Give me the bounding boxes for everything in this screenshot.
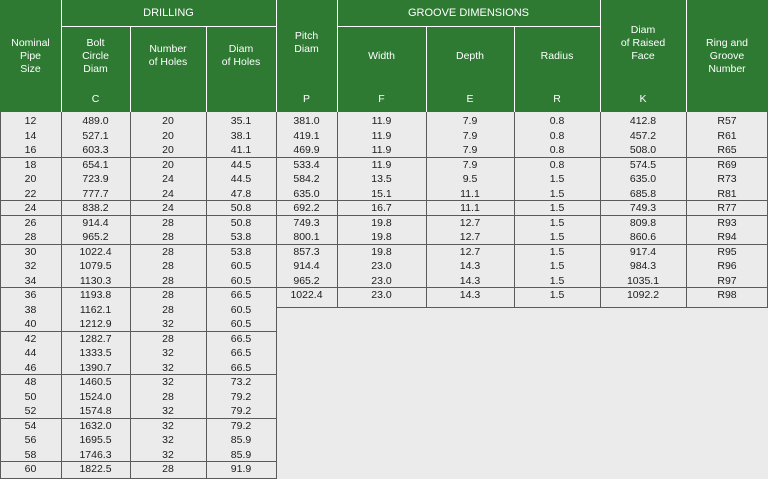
- table-cell: 28: [162, 303, 174, 316]
- table-cell: 16: [24, 144, 37, 156]
- table-cell: 32: [162, 376, 174, 388]
- table-cell: 22: [24, 187, 37, 200]
- header-nominal-pipe-size: [0, 0, 61, 112]
- table-cell: 7.9: [462, 144, 478, 156]
- table-cell: 66.5: [230, 289, 252, 301]
- row-divider: [276, 287, 768, 288]
- header-divider: [337, 26, 600, 27]
- table-cell: 14.3: [459, 289, 481, 301]
- table-cell: 32: [24, 260, 37, 272]
- header-divider: [426, 26, 427, 112]
- row-divider: [276, 157, 768, 158]
- column-divider: [0, 112, 1, 479]
- header-bolt-circle-diam: [61, 26, 130, 86]
- table-cell: 20: [162, 129, 174, 142]
- column-divider: [426, 112, 427, 307]
- table-cell: 34: [24, 274, 37, 287]
- table-cell: 965.2: [82, 231, 109, 243]
- row-divider: [0, 331, 276, 332]
- table-cell: 1390.7: [79, 361, 112, 374]
- header-width: [337, 26, 426, 86]
- table-cell: 30: [24, 245, 37, 258]
- table-cell: 60.5: [230, 274, 252, 287]
- table-cell: 1.5: [549, 289, 565, 301]
- header-sym-e: [426, 86, 514, 112]
- table-cell: 692.2: [293, 202, 320, 214]
- table-cell: 11.9: [371, 158, 392, 171]
- table-cell: R94: [717, 231, 737, 243]
- table-cell: 23.0: [371, 260, 392, 272]
- table-cell: 1022.4: [79, 245, 112, 258]
- table-cell: R77: [717, 202, 737, 214]
- table-cell: 32: [162, 347, 174, 359]
- column-divider: [686, 112, 687, 307]
- header-pitch-diam: [276, 0, 337, 86]
- table-cell: 860.6: [629, 231, 657, 243]
- table-cell: 48: [24, 376, 37, 388]
- column-divider: [61, 112, 62, 479]
- table-cell: 1695.5: [79, 434, 112, 446]
- header-label: Bolt Circle Diam: [82, 36, 109, 75]
- header-sym-c: [61, 86, 130, 112]
- header-divider: [206, 26, 207, 112]
- table-cell: 800.1: [293, 231, 320, 243]
- table-cell: 41.1: [230, 144, 252, 156]
- table-cell: 914.4: [82, 216, 109, 229]
- column-divider: [276, 112, 277, 479]
- table-cell: 723.9: [82, 173, 109, 185]
- table-cell: 584.2: [293, 173, 320, 185]
- table-cell: 28: [162, 216, 174, 229]
- row-divider: [0, 215, 276, 216]
- table-cell: 685.8: [629, 187, 657, 200]
- table-cell: 749.3: [629, 202, 657, 214]
- table-cell: 1079.5: [79, 260, 112, 272]
- table-cell: 1130.3: [79, 274, 112, 287]
- column-divider: [206, 112, 207, 479]
- table-cell: 44.5: [230, 158, 252, 171]
- table-cell: 1.5: [549, 245, 565, 258]
- table-cell: 50.8: [230, 202, 252, 214]
- row-divider: [0, 244, 276, 245]
- row-divider: [0, 374, 276, 375]
- header-label: Width: [368, 49, 395, 62]
- header-sym-r: [514, 86, 600, 112]
- table-cell: 1035.1: [626, 274, 660, 287]
- table-cell: 28: [162, 231, 174, 243]
- table-cell: 7.9: [462, 129, 478, 142]
- row-divider: [276, 307, 768, 308]
- table-cell: 14.3: [459, 260, 481, 272]
- table-cell: R69: [717, 158, 737, 171]
- header-divider: [130, 26, 131, 112]
- table-cell: 66.5: [230, 361, 252, 374]
- table-cell: R73: [717, 173, 737, 185]
- column-divider: [130, 112, 131, 479]
- header-label: Depth: [455, 49, 485, 62]
- table-cell: R97: [717, 274, 737, 287]
- table-cell: 0.8: [549, 115, 565, 127]
- table-cell: 809.8: [629, 216, 657, 229]
- table-cell: 1.5: [549, 173, 565, 185]
- row-divider: [0, 157, 276, 158]
- table-cell: 1.5: [549, 187, 565, 200]
- table-cell: 7.9: [462, 115, 478, 127]
- header-depth: [426, 26, 514, 86]
- table-cell: 0.8: [549, 144, 565, 156]
- table-cell: 381.0: [293, 115, 320, 127]
- table-cell: 28: [162, 260, 174, 272]
- table-cell: 1632.0: [79, 419, 112, 432]
- table-cell: 79.2: [230, 390, 252, 403]
- header-divider: [61, 26, 276, 27]
- table-cell: 838.2: [82, 202, 109, 214]
- table-cell: 66.5: [230, 332, 252, 345]
- header-divider: [61, 0, 62, 112]
- table-cell: 36: [24, 289, 37, 301]
- table-cell: 58: [24, 448, 37, 461]
- table-cell: 28: [162, 274, 174, 287]
- header-divider: [337, 0, 338, 112]
- table-cell: 1.5: [549, 216, 565, 229]
- header-label: K: [639, 92, 647, 105]
- header-label: R: [553, 92, 561, 105]
- table-cell: 32: [162, 448, 174, 461]
- table-cell: 50: [24, 390, 37, 403]
- table-cell: 32: [162, 405, 174, 417]
- row-divider: [0, 418, 276, 419]
- table-cell: 7.9: [462, 158, 478, 171]
- table-cell: 46: [24, 361, 37, 374]
- table-cell: 91.9: [230, 463, 252, 475]
- table-cell: 9.5: [462, 173, 478, 185]
- table-cell: 66.5: [230, 347, 252, 359]
- table-cell: 11.1: [460, 187, 480, 200]
- table-cell: 19.8: [371, 216, 392, 229]
- table-cell: 18: [24, 158, 37, 171]
- table-cell: 1460.5: [79, 376, 112, 388]
- table-cell: 749.3: [293, 216, 320, 229]
- header-label: P: [302, 92, 310, 105]
- table-cell: 1822.5: [79, 463, 112, 475]
- table-cell: 917.4: [629, 245, 657, 258]
- table-cell: 85.9: [230, 448, 252, 461]
- header-divider: [276, 0, 277, 112]
- table-cell: 1.5: [549, 231, 565, 243]
- table-cell: 1092.2: [626, 289, 660, 301]
- table-cell: 12.7: [459, 216, 481, 229]
- table-cell: 20: [162, 158, 174, 171]
- header-divider: [600, 0, 601, 112]
- table-cell: 19.8: [371, 231, 392, 243]
- table-cell: 508.0: [629, 144, 657, 156]
- table-cell: 28: [162, 245, 174, 258]
- table-cell: 457.2: [629, 129, 657, 142]
- row-divider: [276, 200, 768, 201]
- table-cell: 654.1: [82, 158, 109, 171]
- header-sym-k: [600, 86, 686, 112]
- table-cell: 38.1: [230, 129, 252, 142]
- table-cell: 20: [162, 144, 174, 156]
- row-divider: [276, 215, 768, 216]
- header-number-of-holes: [130, 26, 206, 86]
- table-cell: 79.2: [230, 419, 252, 432]
- table-cell: 50.8: [230, 216, 252, 229]
- header-label: Diam of Raised Face: [620, 23, 666, 62]
- table-cell: R65: [717, 144, 737, 156]
- table-cell: 1524.0: [79, 390, 112, 403]
- table-cell: 635.0: [293, 187, 320, 200]
- table-cell: 1022.4: [290, 289, 323, 301]
- table-cell: 20: [24, 173, 37, 185]
- header-ring-groove-number: [686, 0, 768, 112]
- header-label: DRILLING: [143, 6, 194, 19]
- header-label: F: [378, 92, 385, 105]
- header-drilling: [61, 0, 276, 26]
- header-diam-of-holes: [206, 26, 276, 86]
- row-divider: [0, 287, 276, 288]
- table-cell: R95: [717, 245, 737, 258]
- table-cell: 777.7: [82, 187, 109, 200]
- table-cell: 965.2: [293, 274, 320, 287]
- table-cell: 42: [24, 332, 37, 345]
- table-cell: 12: [24, 115, 37, 127]
- table-cell: 1.5: [549, 202, 565, 214]
- table-cell: 32: [162, 434, 174, 446]
- table-cell: 533.4: [293, 158, 320, 171]
- table-cell: 1.5: [549, 274, 565, 287]
- header-divider: [686, 0, 687, 112]
- table-cell: 60.5: [230, 318, 252, 330]
- table-cell: 28: [162, 289, 174, 301]
- table-cell: 53.8: [230, 245, 252, 258]
- table-cell: R61: [717, 129, 737, 142]
- table-cell: 11.9: [371, 144, 392, 156]
- table-cell: 26: [24, 216, 37, 229]
- table-cell: R98: [717, 289, 737, 301]
- header-label: Radius: [540, 49, 574, 62]
- table-cell: 52: [24, 405, 37, 417]
- table-cell: R57: [717, 115, 737, 127]
- column-divider: [514, 112, 515, 307]
- table-cell: 28: [162, 332, 174, 345]
- table-cell: 0.8: [549, 129, 565, 142]
- table-cell: 73.2: [230, 376, 252, 388]
- table-cell: 857.3: [293, 245, 320, 258]
- table-cell: 54: [24, 419, 37, 432]
- table-cell: 11.9: [371, 115, 392, 127]
- header-label: Diam of Holes: [221, 43, 261, 68]
- header-label: Ring and Groove Number: [705, 36, 749, 75]
- table-cell: 32: [162, 318, 174, 330]
- table-cell: 24: [162, 202, 174, 214]
- header-groove-dimensions: [337, 0, 600, 26]
- table-cell: 984.3: [629, 260, 657, 272]
- header-label: C: [91, 92, 100, 105]
- table-cell: 85.9: [230, 434, 252, 446]
- table-cell: 1746.3: [79, 448, 112, 461]
- table-cell: 11.9: [371, 129, 392, 142]
- header-label: E: [466, 92, 474, 105]
- header-sym-f: [337, 86, 426, 112]
- table-cell: 47.8: [230, 187, 252, 200]
- table-cell: 79.2: [230, 405, 252, 417]
- table-cell: 914.4: [293, 260, 320, 272]
- header-label: Number of Holes: [148, 43, 188, 68]
- row-divider: [0, 461, 276, 462]
- table-cell: 60.5: [230, 303, 252, 316]
- table-cell: 574.5: [629, 158, 657, 171]
- table-cell: 53.8: [230, 231, 252, 243]
- header-divider: [514, 26, 515, 112]
- table-cell: 527.1: [82, 129, 109, 142]
- table-cell: 469.9: [293, 144, 320, 156]
- table-cell: 16.7: [371, 202, 392, 214]
- table-cell: R93: [717, 216, 737, 229]
- table-cell: 11.1: [460, 202, 480, 214]
- table-cell: 1282.7: [79, 332, 112, 345]
- table-cell: 412.8: [629, 115, 657, 127]
- row-divider: [0, 200, 276, 201]
- table-cell: 35.1: [230, 115, 252, 127]
- table-cell: 60.5: [230, 260, 252, 272]
- header-sym-p: [276, 86, 337, 112]
- column-divider: [337, 112, 338, 307]
- table-cell: 0.8: [549, 158, 565, 171]
- table-cell: 28: [24, 231, 37, 243]
- header-sym-blank-1: [130, 86, 206, 112]
- header-diam-raised-face: [600, 0, 686, 86]
- table-cell: 15.1: [371, 187, 392, 200]
- row-divider: [276, 244, 768, 245]
- table-cell: 24: [162, 187, 174, 200]
- table-cell: 1.5: [549, 260, 565, 272]
- table-cell: 635.0: [629, 173, 657, 185]
- table-cell: 12.7: [459, 245, 481, 258]
- table-cell: 60: [24, 463, 37, 475]
- table-cell: 419.1: [293, 129, 320, 142]
- table-cell: 32: [162, 361, 174, 374]
- table-cell: 23.0: [371, 274, 392, 287]
- table-cell: 28: [162, 390, 174, 403]
- table-cell: 14.3: [459, 274, 481, 287]
- table-cell: 1212.9: [79, 318, 112, 330]
- table-cell: 489.0: [82, 115, 109, 127]
- table-cell: 1193.8: [79, 289, 112, 301]
- table-cell: 24: [162, 173, 174, 185]
- table-cell: 44.5: [230, 173, 252, 185]
- header-label: Pitch Diam: [294, 30, 319, 55]
- table-cell: 19.8: [371, 245, 392, 258]
- header-label: GROOVE DIMENSIONS: [407, 6, 530, 19]
- table-cell: 1162.1: [79, 303, 112, 316]
- header-sym-blank-2: [206, 86, 276, 112]
- table-cell: 12.7: [459, 231, 481, 243]
- table-cell: R96: [717, 260, 737, 272]
- header-label: Nominal Pipe Size: [11, 36, 50, 75]
- table-cell: 44: [24, 347, 37, 359]
- table-cell: 1333.5: [79, 347, 112, 359]
- table-cell: 14: [24, 129, 37, 142]
- table-cell: 28: [162, 463, 174, 475]
- table-cell: 24: [24, 202, 37, 214]
- table-cell: R81: [717, 187, 737, 200]
- table-cell: 56: [24, 434, 37, 446]
- column-divider: [600, 112, 601, 307]
- table-cell: 32: [162, 419, 174, 432]
- table-cell: 38: [24, 303, 37, 316]
- header-radius: [514, 26, 600, 86]
- table-cell: 13.5: [371, 173, 392, 185]
- table-cell: 20: [162, 115, 174, 127]
- table-cell: 603.3: [82, 144, 109, 156]
- table-cell: 23.0: [371, 289, 392, 301]
- table-cell: 1574.8: [79, 405, 112, 417]
- table-cell: 40: [24, 318, 37, 330]
